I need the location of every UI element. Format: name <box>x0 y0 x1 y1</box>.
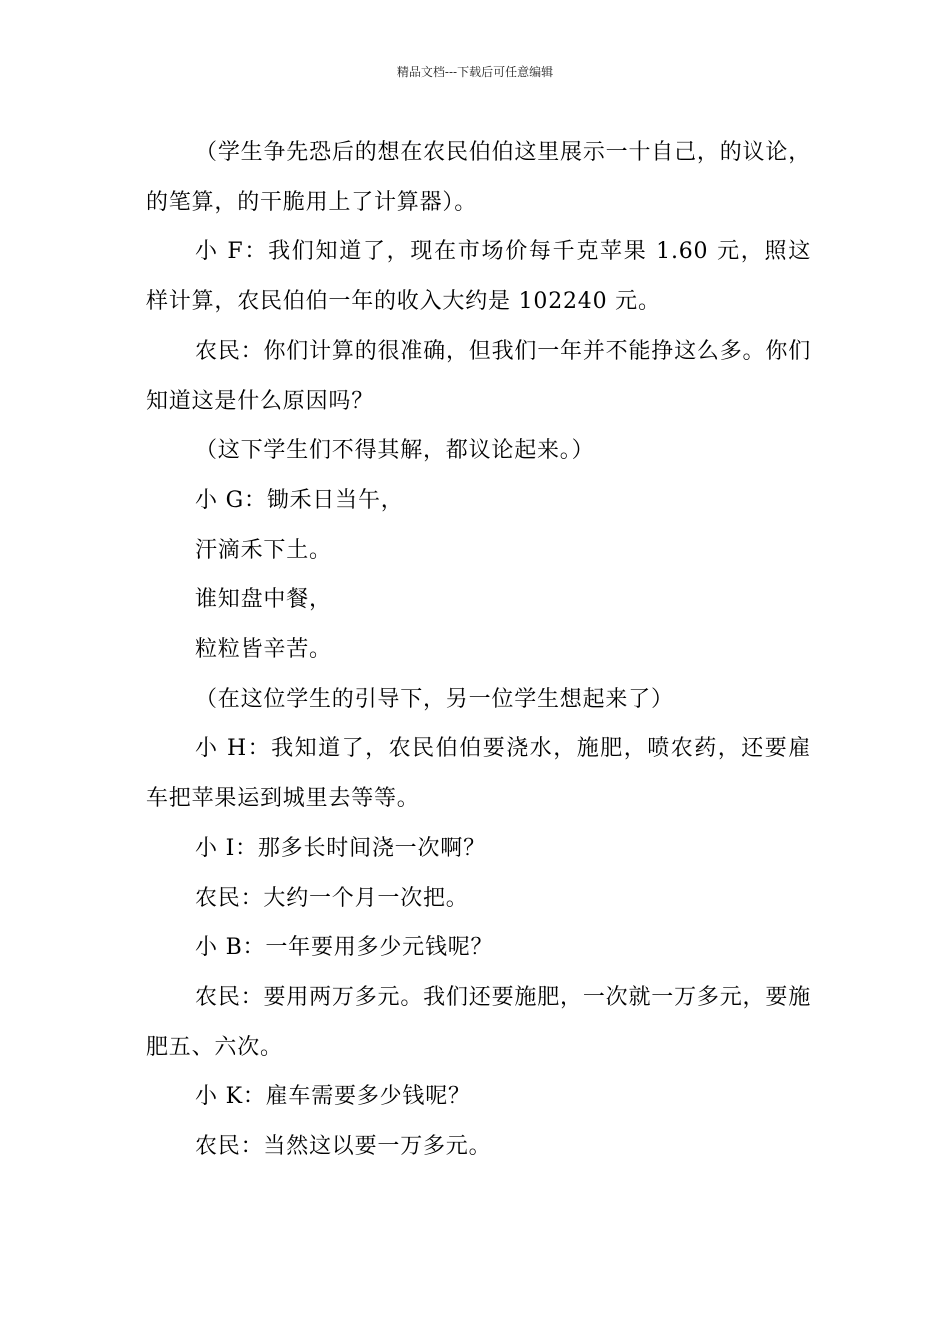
poem-line: 谁知盘中餐， <box>195 587 332 613</box>
poem-line: 粒粒皆辛苦。 <box>195 637 332 663</box>
paragraph: 农民：大约一个月一次把。 <box>195 885 469 911</box>
paragraph: 小 F：我们知道了，现在市场价每千克苹果 1.60 元，照这样计算，农民伯伯一年的收入大约是 102240 元。 <box>146 239 811 315</box>
paragraph: 农民：你们计算的很准确，但我们一年并不能挣这么多。你们知道这是什么原因吗？ <box>146 338 811 414</box>
paragraph: （这下学生们不得其解，都议论起来。） <box>195 438 595 464</box>
paragraph: 小 I：那多长时间浇一次啊？ <box>195 835 486 861</box>
paragraph: （在这位学生的引导下，另一位学生想起来了） <box>195 686 674 712</box>
poem-line: 汗滴禾下土。 <box>195 537 332 563</box>
paragraph: 小 H：我知道了，农民伯伯要浇水，施肥，喷农药，还要雇车把苹果运到城里去等等。 <box>146 736 811 812</box>
poem-line: 小 G：锄禾日当午， <box>195 487 404 513</box>
paragraph: （学生争先恐后的想在农民伯伯这里展示一十自己，的议论，的笔算，的干脆用上了计算器）。 <box>146 140 811 215</box>
paragraph: 小 K：雇车需要多少钱呢？ <box>195 1084 471 1110</box>
page-header: 精品文档---下载后可任意编辑 <box>396 65 554 79</box>
paragraph: 农民：要用两万多元。我们还要施肥，一次就一万多元，要施肥五、六次。 <box>146 984 811 1060</box>
document-body <box>146 128 811 1172</box>
paragraph: 小 B：一年要用多少元钱呢？ <box>195 935 494 961</box>
paragraph: 农民：当然这以要一万多元。 <box>195 1134 492 1160</box>
